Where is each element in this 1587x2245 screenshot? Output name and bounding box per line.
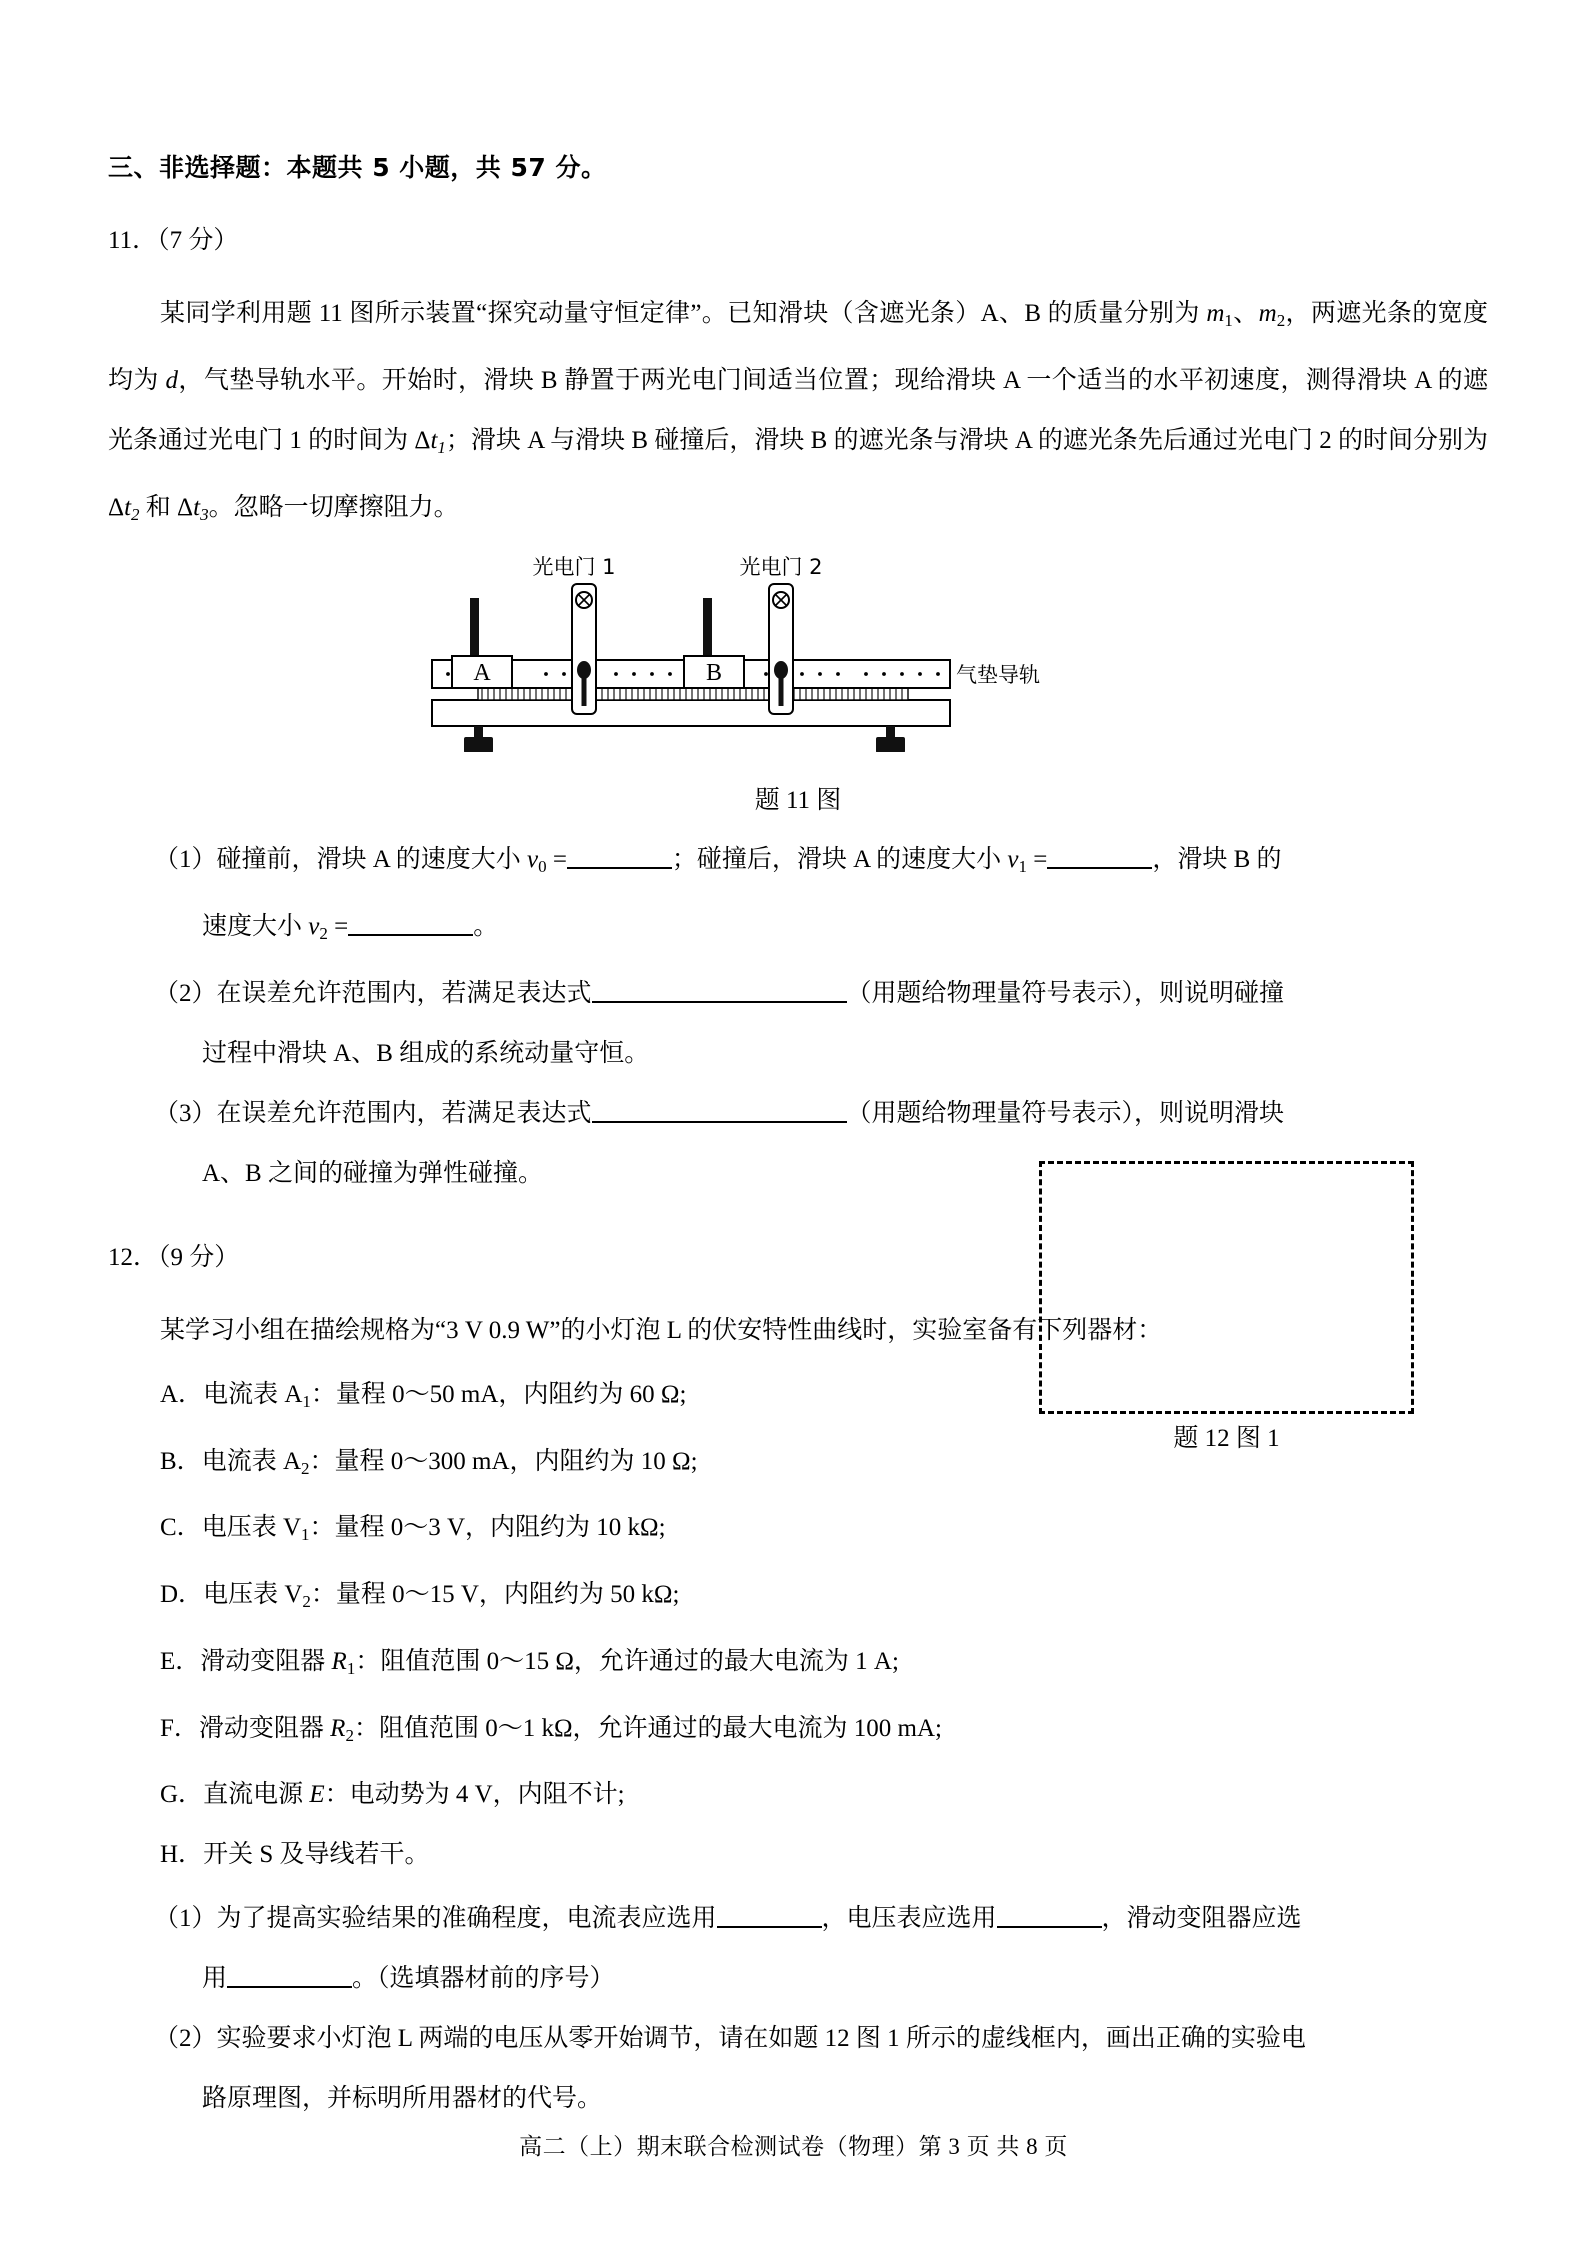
q11-text-and: 和 Δ: [139, 493, 194, 521]
equipment-item-d: [108, 1565, 1488, 1632]
question-12-figure-1-caption: 题 12 图 1: [1173, 1425, 1280, 1452]
equip-e-name: 滑动变阻器: [200, 1647, 332, 1675]
equip-f-name: 滑动变阻器: [198, 1714, 331, 1742]
symbol-t2: t: [124, 493, 132, 521]
question-11-figure: [108, 552, 1488, 782]
question-11-body: [108, 284, 1488, 544]
question-11-sub1: [108, 830, 1488, 964]
equip-e-name-sub: 1: [346, 1658, 356, 1678]
question-12-sub2: [108, 2009, 1488, 2129]
equip-a-name-sub: 1: [302, 1391, 311, 1411]
q11-sub3-marker: （3）: [154, 1099, 217, 1127]
page-footer: 高二（上）期末联合检测试卷（物理）第 3 页 共 8 页: [519, 2134, 1068, 2159]
symbol-v0-sub: 0: [538, 857, 547, 876]
equip-d-name: 电压表 V: [203, 1581, 303, 1608]
equip-g-name: 直流电源: [203, 1781, 310, 1809]
q11-sub3-text-b: （用题给物理量符号表示），则说明滑块: [846, 1099, 1285, 1127]
photogate-1: [572, 584, 596, 714]
symbol-t2-sub: 2: [131, 504, 140, 524]
page-content: [108, 150, 1488, 2129]
equip-d-spec: ：量程 0～15 V，内阻约为 50 kΩ;: [310, 1581, 680, 1608]
slider-a: [452, 598, 512, 688]
q12-sub2-marker: （2）: [154, 2025, 217, 2053]
photogate-2: [769, 584, 793, 714]
symbol-t1-sub: 1: [437, 437, 446, 457]
q11-sub1-text-c: ，滑块 B 的: [1152, 846, 1282, 874]
table-foot-right: [876, 726, 905, 752]
photogate-2-label: 光电门 2: [739, 555, 823, 580]
symbol-m2: m: [1258, 300, 1277, 327]
section-heading: 三、非选择题：本题共 5 小题，共 57 分。: [108, 153, 607, 182]
q11-sub1-eq2: =: [1026, 846, 1048, 874]
equip-h-label: H．: [160, 1841, 204, 1869]
q11-sub1-eq3: =: [327, 913, 349, 940]
question-12-figure-1: [1039, 1161, 1414, 1454]
q11-sub1-line2-b: 。: [473, 913, 499, 940]
equip-f-spec: ：阻值范围 0～1 kΩ，允许通过的最大电流为 100 mA;: [353, 1714, 942, 1742]
answer-blank-v0[interactable]: [567, 843, 672, 869]
equipment-item-h: [108, 1825, 1488, 1885]
equip-d-name-sub: 2: [302, 1591, 311, 1611]
answer-blank-voltmeter[interactable]: [997, 1902, 1102, 1928]
q12-sub2-text: 实验要求小灯泡 L 两端的电压从零开始调节，请在如题 12 图 1 所示的虚线框内，画出正确的实验电: [216, 2025, 1306, 2053]
symbol-v2: v: [308, 913, 320, 940]
symbol-t1: t: [430, 426, 438, 454]
answer-blank-momentum-expression[interactable]: [592, 977, 847, 1003]
table-top: [432, 700, 950, 726]
equipment-item-f: [108, 1699, 1488, 1766]
symbol-v1: v: [1007, 846, 1019, 874]
q12-sub1-text-b: ，电压表应选用: [821, 1905, 997, 1933]
question-12-sub1: [108, 1889, 1488, 2009]
equip-e-symbol: R: [331, 1647, 347, 1675]
question-11-sub3-line2: A、B 之间的碰撞为弹性碰撞。: [202, 1159, 543, 1187]
q12-sub1-line2-a: 用: [202, 1965, 228, 1993]
equip-c-name-sub: 1: [301, 1525, 310, 1544]
equip-b-name-sub: 2: [301, 1458, 310, 1478]
equip-g-symbol: E: [309, 1781, 325, 1809]
answer-blank-v1[interactable]: [1047, 843, 1152, 869]
q11-text-part1: 某同学利用题 11 图所示装置“探究动量守恒定律”。已知滑块（含遮光条）A、B 的质量分别为: [160, 300, 1207, 327]
symbol-v1-sub: 1: [1018, 857, 1027, 876]
question-12-sub2-line2: 路原理图，并标明所用器材的代号。: [202, 2085, 603, 2113]
q11-text-part2: ，两遮光条的宽度均为: [108, 300, 1488, 394]
q11-sep1: 、: [1232, 300, 1259, 327]
question-11-sub2: [108, 964, 1488, 1084]
ruler-strip: [478, 688, 908, 700]
equip-f-label: F．: [160, 1714, 199, 1742]
question-11-figure-caption: 题 11 图: [754, 787, 842, 815]
q11-sub1-marker: （1）: [154, 846, 217, 874]
symbol-m1: m: [1206, 300, 1225, 327]
equip-f-name-sub: 2: [345, 1725, 354, 1745]
equip-c-name: 电压表 V: [201, 1514, 301, 1542]
symbol-v2-sub: 2: [319, 923, 328, 943]
symbol-m2-sub: 2: [1276, 310, 1286, 330]
question-12-sub1-line2: [160, 1949, 1488, 2009]
equip-a-name: 电流表 A: [203, 1380, 303, 1408]
equip-c-spec: ：量程 0～3 V，内阻约为 10 kΩ;: [309, 1514, 666, 1542]
equipment-item-e: [108, 1632, 1488, 1699]
q11-sub1-text-a: 碰撞前，滑块 A 的速度大小: [216, 846, 527, 874]
q12-sub1-text-c: ，滑动变阻器应选: [1101, 1905, 1302, 1933]
equip-e-label: E．: [160, 1647, 201, 1675]
answer-blank-ammeter[interactable]: [717, 1902, 822, 1928]
question-11-number: 11．（7 分）: [108, 227, 239, 254]
equip-a-label: A．: [160, 1380, 204, 1408]
air-track-apparatus-diagram: [426, 552, 1046, 752]
symbol-t3: t: [193, 493, 201, 521]
answer-blank-elastic-expression[interactable]: [592, 1097, 847, 1123]
symbol-t3-sub: 3: [200, 504, 209, 524]
q12-sub1-line2-b: 。（选填器材前的序号）: [352, 1965, 615, 1993]
equip-c-label: C．: [160, 1514, 202, 1542]
q11-sub1-text-b: ；碰撞后，滑块 A 的速度大小: [671, 846, 1008, 874]
equip-d-label: D．: [160, 1581, 204, 1608]
circuit-diagram-dashed-box[interactable]: [1039, 1161, 1414, 1414]
symbol-v0: v: [526, 846, 539, 874]
equip-h-name: 开关 S 及导线若干。: [203, 1841, 430, 1869]
svg-text:B: B: [705, 660, 723, 687]
q11-text-part4: ；滑块 A 与滑块 B 碰撞后，滑块 B 的遮光条与滑块 A 的遮光条先后通过光电门 2 的时间分别为 Δ: [108, 426, 1489, 521]
air-track-label: 气垫导轨: [956, 663, 1040, 688]
slider-b: [684, 598, 744, 688]
q11-sub1-eq1: =: [546, 846, 567, 874]
svg-text:A: A: [473, 660, 491, 687]
table-foot-left: [464, 726, 493, 752]
answer-blank-rheostat[interactable]: [227, 1962, 352, 1988]
q12-sub1-marker: （1）: [154, 1905, 217, 1933]
equip-g-spec: ：电动势为 4 V，内阻不计;: [324, 1781, 625, 1809]
q11-sub2-text-b: （用题给物理量符号表示），则说明碰撞: [846, 979, 1285, 1007]
equip-a-spec: ：量程 0～50 mA，内阻约为 60 Ω;: [310, 1380, 687, 1408]
question-11-sub2-line2: 过程中滑块 A、B 组成的系统动量守恒。: [202, 1039, 650, 1067]
equip-g-label: G．: [160, 1781, 204, 1809]
question-12-intro: 某学习小组在描绘规格为“3 V 0.9 W”的小灯泡 L 的伏安特性曲线时，实验室备有下列器材：: [160, 1316, 1163, 1344]
question-11-sub1-line2: [160, 897, 1488, 964]
q11-sub1-line2-a: 速度大小: [202, 913, 309, 940]
equipment-item-c: [108, 1498, 1488, 1565]
q12-sub1-text-a: 为了提高实验结果的准确程度，电流表应选用: [216, 1905, 717, 1933]
q11-sub3-text-a: 在误差允许范围内，若满足表达式: [216, 1099, 592, 1127]
symbol-m1-sub: 1: [1224, 310, 1233, 330]
q11-sub2-marker: （2）: [154, 979, 217, 1007]
q11-sub2-text-a: 在误差允许范围内，若满足表达式: [216, 979, 592, 1007]
answer-blank-v2[interactable]: [348, 910, 473, 936]
photogate-1-label: 光电门 1: [532, 555, 616, 580]
symbol-d: d: [165, 366, 178, 394]
question-12-number: 12．（9 分）: [108, 1243, 240, 1271]
q11-text-part3: ，气垫导轨水平。开始时，滑块 B 静置于两光电门间适当位置；现给滑块 A 一个适当的水平初速度，测得滑块 A 的遮光条通过光电门 1 的时间为 Δ: [108, 366, 1488, 454]
equip-b-name: 电流表 A: [201, 1447, 301, 1475]
equip-b-label: B．: [160, 1447, 202, 1475]
equip-f-symbol: R: [330, 1714, 346, 1742]
equipment-item-g: [108, 1765, 1488, 1825]
equip-e-spec: ：阻值范围 0～15 Ω，允许通过的最大电流为 1 A;: [355, 1647, 899, 1675]
q11-text-end: 。忽略一切摩擦阻力。: [208, 493, 459, 521]
equip-b-spec: ：量程 0～300 mA，内阻约为 10 Ω;: [309, 1447, 698, 1475]
